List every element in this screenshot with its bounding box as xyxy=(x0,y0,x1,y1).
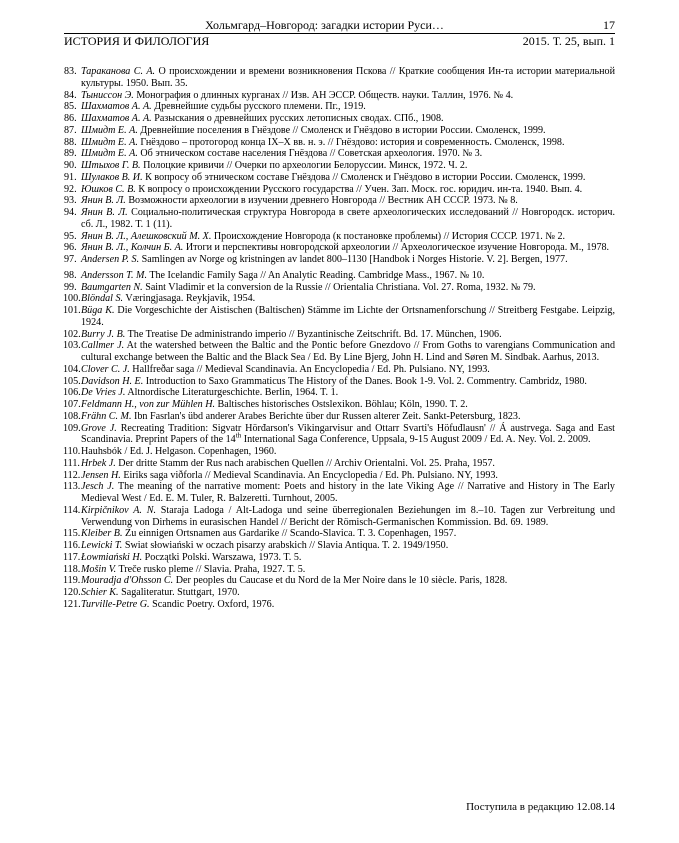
reference-item xyxy=(64,270,615,282)
reference-author: Andersson T. M. xyxy=(81,269,147,281)
reference-item xyxy=(64,446,615,458)
reference-number: 115. xyxy=(63,528,81,540)
reference-number: 111. xyxy=(63,457,80,469)
reference-author: Kirpičnikov A. N. xyxy=(81,504,157,516)
reference-text: Гнёздово – протогород конца IX–X вв. н. э. // Гнёздово: история и современность. Смоленск, 1998. xyxy=(137,136,565,148)
reference-text: At the watershed between the Baltic and the Pontic before Gnezdovo // From Goths to varengians Communication and cultural exchange between the Baltic and the Black Sea / Ed. By Line Bjerg, John H. Lind and Søren M. Sindbak. Aarhus, 2013. xyxy=(81,340,615,363)
reference-author: Шмидт Е. А. xyxy=(81,124,138,136)
reference-author: Шахматов А. А. xyxy=(81,101,152,113)
reference-author: Янин В. Л. xyxy=(81,207,128,218)
reference-text: Итоги и перспективы новгородской археологии // Археологическое изучение Новгорода. М., 1978. xyxy=(183,242,610,254)
reference-author: Шмидт Е. А. xyxy=(81,148,138,160)
reference-item xyxy=(64,470,615,482)
reference-text: К вопросу о происхождении Русского государства // Учен. Зап. Моск. гос. юридич. ин-та. 1940. Вып. 4. xyxy=(135,183,583,195)
reference-item xyxy=(64,329,615,341)
reference-text: Scandic Poetry. Oxford, 1976. xyxy=(149,598,275,610)
article-running-title: Хольмгард–Новгород: загадки истории Руси… xyxy=(205,18,444,32)
reference-text: Staraja Ladoga / Alt-Ladoga und seine überregionalen Beziehungen im 8.–10. Tagen zur Verbreitung und Verwendung von Dirhems in eurasischen Handel // Bericht der Römisch-Germanischen Kommission. Bd. 69. 1989. xyxy=(81,504,616,528)
reference-number: 119. xyxy=(63,575,81,587)
reference-item xyxy=(64,148,615,160)
reference-text: Происхождение Новгорода (к постановке проблемы) // История СССР. 1971. № 2. xyxy=(211,230,566,242)
reference-item xyxy=(64,242,615,254)
reference-text: Swiat słowiański w oczach pisarzy arabskich // Slavia Antiqua. T. 2. 1949/1950. xyxy=(122,540,449,551)
reference-number: 91. xyxy=(64,171,77,183)
reference-text: Древнейшие судьбы русского племени. Пг., 1919. xyxy=(151,101,366,113)
reference-author: Шулаков В. И. xyxy=(81,171,143,183)
journal-issue: 2015. Т. 25, вып. 1 xyxy=(522,34,615,48)
reference-number: 94. xyxy=(64,207,77,218)
reference-author: Mošin V. xyxy=(81,563,117,575)
reference-number: 105. xyxy=(63,375,81,387)
reference-number: 118. xyxy=(63,563,81,575)
received-date: Поступила в редакцию 12.08.14 xyxy=(466,801,615,813)
reference-number: 84. xyxy=(64,89,77,101)
reference-item xyxy=(64,411,615,423)
reference-number: 101. xyxy=(63,305,81,316)
reference-item xyxy=(64,564,615,576)
reference-number: 93. xyxy=(64,195,77,207)
reference-item xyxy=(64,340,615,364)
reference-author: Burry J. B. xyxy=(81,328,126,340)
reference-author: Baumgarten N. xyxy=(81,281,143,293)
reference-item xyxy=(64,423,615,447)
reference-text: О происхождении и времени возникновения Пскова // Краткие сообщения Ин-та истории материальной культуры. 1950. Вып. 35. xyxy=(81,66,615,89)
reference-number: 103. xyxy=(63,340,81,352)
reference-number: 114. xyxy=(63,504,81,516)
reference-text: Hallfreðar saga // Medieval Scandinavia. An Encyclopedia / Ed. Ph. Pulsiano. NY, 1993. xyxy=(129,363,490,375)
reference-text: Древнейшие поселения в Гнёздове // Смоленск и Гнёздово в истории России. Смоленск, 1999. xyxy=(137,124,546,136)
reference-author: Шахматов А. А. xyxy=(81,113,152,124)
reference-author: Feldmann H., von zur Mühlen H. xyxy=(81,399,216,410)
reference-author: Шмидт Е. А. xyxy=(81,136,138,148)
reference-text: Samlingen av Norge og kristningen av landet 800–1130 [Handbok i Norges Historie. V. 2]. Bergen, 1977. xyxy=(139,254,568,265)
reference-number: 107. xyxy=(63,399,81,410)
reference-number: 89. xyxy=(64,148,77,160)
reference-author: Mouradja d'Ohsson C. xyxy=(81,575,174,587)
reference-number: 110. xyxy=(63,446,81,457)
reference-text: The meaning of the narrative moment: Poets and history in the late Viking Age // Narrative and History in The Early Medieval West / Ed. E. M. Tuler, R. Balzeretti. Turnhout, 2005. xyxy=(81,481,615,504)
reference-number: 116. xyxy=(63,540,81,551)
page-number: 17 xyxy=(603,18,615,32)
reference-author: Davidson H. E. xyxy=(81,375,144,387)
reference-author: De Vries J. xyxy=(81,387,126,399)
reference-author: Callmer J. xyxy=(81,340,125,352)
reference-author: Янин В. Л., Алешковский М. Х. xyxy=(81,230,212,242)
reference-number: 95. xyxy=(64,230,77,242)
reference-text: Sagaliteratur. Stuttgart, 1970. xyxy=(118,587,240,598)
reference-item xyxy=(64,66,615,90)
reference-number: 102. xyxy=(63,328,81,340)
reference-author: Grove J. xyxy=(81,422,117,434)
reference-item xyxy=(64,160,615,172)
reference-text: Об этническом составе населения Гнёздова // Советская археология. 1970. № 3. xyxy=(137,148,483,160)
reference-text: Полоцкие кривичи // Очерки по археологии Белоруссии. Минск, 1972. Ч. 2. xyxy=(140,160,468,171)
reference-item xyxy=(64,364,615,376)
reference-author: Янин В. Л. xyxy=(81,195,126,207)
reference-author: Frähn C. M. xyxy=(81,410,132,422)
reference-author: Штыхов Г. В. xyxy=(81,160,141,171)
reference-author: Büga K. xyxy=(81,305,115,316)
reference-author: Тынисcон Э. xyxy=(81,89,134,101)
journal-section: ИСТОРИЯ И ФИЛОЛОГИЯ xyxy=(64,34,210,48)
reference-number: 83. xyxy=(64,66,77,77)
reference-item xyxy=(64,207,615,231)
reference-number: 120. xyxy=(63,587,81,598)
reference-number: 106. xyxy=(63,387,81,399)
reference-text: Baltisches historisches Ostslexikon. Böhlau; Köln, 1990. T. 2. xyxy=(215,399,468,410)
reference-text: Eiriks saga viðforla // Medieval Scandinavia. An Encyclopedia / Ed. Ph. Pulsiano. NY, 1993. xyxy=(120,469,498,481)
reference-number: 112. xyxy=(63,469,81,481)
reference-item xyxy=(64,90,615,102)
reference-text: Początki Polski. Warszawa, 1973. T. 5. xyxy=(142,551,302,563)
reference-number: 88. xyxy=(64,136,77,148)
reference-list xyxy=(64,66,615,611)
reference-number: 92. xyxy=(64,183,77,195)
reference-text: Saint Vladimir et la conversion de la Russie // Orientalia Christiana. Vol. 27. Roma, 1932. № 79. xyxy=(142,281,536,293)
reference-author: Lewicki T. xyxy=(81,540,123,551)
reference-author: Тараканова С. А. xyxy=(81,66,156,77)
reference-author: Hrbek J. xyxy=(81,457,116,469)
reference-superscript: th xyxy=(235,431,242,440)
reference-author: Turville-Petre G. xyxy=(81,598,150,610)
reference-number: 117. xyxy=(63,551,81,563)
reference-item xyxy=(64,552,615,564)
reference-item xyxy=(64,125,615,137)
reference-text: Возможности археологии в изучении древнего Новгорода // Вестник АН СССР. 1973. № 8. xyxy=(125,195,518,207)
reference-text: Væringjasaga. Reykjavik, 1954. xyxy=(123,293,256,305)
reference-item xyxy=(64,172,615,184)
reference-text: К вопросу об этническом составе Гнёздова // Смоленск и Гнёздово в истории России. Смоленск, 1999. xyxy=(142,171,586,183)
reference-author: Янин В. Л., Колчин Б. А. xyxy=(81,242,184,254)
reference-author: Clover C. J. xyxy=(81,363,130,375)
reference-item xyxy=(64,587,615,599)
reference-text: Der peoples du Caucase et du Nord de la Mer Noire dans le 10 siècle. Paris, 1828. xyxy=(173,575,508,587)
reference-item xyxy=(64,399,615,411)
reference-number: 97. xyxy=(64,254,77,265)
reference-number: 99. xyxy=(64,281,77,293)
reference-item xyxy=(64,113,615,125)
reference-item xyxy=(64,195,615,207)
reference-item xyxy=(64,184,615,196)
reference-item xyxy=(64,528,615,540)
reference-number: 113. xyxy=(63,481,81,493)
reference-item xyxy=(64,458,615,470)
reference-text: Социально-политическая структура Новгорода в свете археологических исследований // Новгородск. историч. сб. Л., 1982. Т. 1 (11). xyxy=(81,207,615,230)
reference-item xyxy=(64,293,615,305)
reference-item xyxy=(64,575,615,587)
reference-author: Kleiber B. xyxy=(81,528,123,540)
reference-number: 100. xyxy=(63,293,81,305)
reference-number: 108. xyxy=(63,410,81,422)
reference-number: 90. xyxy=(64,160,77,171)
reference-author: Jensen H. xyxy=(81,469,121,481)
reference-number: 87. xyxy=(64,124,77,136)
reference-item xyxy=(64,282,615,294)
reference-item xyxy=(64,387,615,399)
reference-item xyxy=(64,305,615,329)
reference-item xyxy=(64,254,615,266)
reference-author: Юшков С. В. xyxy=(81,183,136,195)
reference-text: Treče rusko pleme // Slavia. Praha, 1927. T. 5. xyxy=(116,563,306,575)
reference-item xyxy=(64,599,615,611)
reference-number: 85. xyxy=(64,101,77,113)
reference-text: Монография о длинных курганах // Изв. АН ЭССР. Обществ. науки. Таллин, 1976. № 4. xyxy=(133,89,514,101)
running-header xyxy=(64,18,615,48)
reference-number: 109. xyxy=(63,422,81,434)
reference-text: Der dritte Stamm der Rus nach arabischen Quellen // Archiv Orientalni. Vol. 25. Praha, 1957. xyxy=(115,457,495,469)
reference-text: Introduction to Saxo Grammaticus The History of the Danes. Book 1-9. Vol. 2. Commentry. Cambridz, 1980. xyxy=(143,375,587,387)
reference-author: Blöndal S. xyxy=(81,293,124,305)
reference-text: Zu einnigen Ortsnamen aus Gardarike // Scando-Slavica. T. 3. Copenhagen, 1957. xyxy=(122,528,457,540)
reference-item xyxy=(64,231,615,243)
reference-author: Schier K. xyxy=(81,587,119,598)
reference-author: Jesch J. xyxy=(81,481,115,493)
reference-number: 121. xyxy=(63,598,81,610)
reference-number: 86. xyxy=(64,113,77,124)
reference-text: Ibn Fasrlan's übd anderer Arabes Berichte über dur Russen alterer Zeit. Sankt-Petersburg, 1823. xyxy=(131,410,521,422)
reference-number: 96. xyxy=(64,242,77,254)
reference-author: Andersen P. S. xyxy=(81,254,140,265)
reference-text: Die Vorgeschichte der Aistischen (Baltischen) Stämme im Lichte der Ortsnamenforschung // Streitberg Festgabe. Leipzig, 1924. xyxy=(81,305,615,328)
reference-item xyxy=(64,540,615,552)
reference-text: The Treatise De administrando imperio // Byzantinische Zeitschrift. Bd. 17. München, 1906. xyxy=(125,328,502,340)
reference-item xyxy=(64,376,615,388)
reference-item xyxy=(64,505,615,529)
reference-text: Recreating Tradition: Sigvatr Hörđarson's Vikingarvisur and Ottarr Svarti's Höfuđlausn' // Á austrvega. Saga and East Scandinavia. Preprint Papers of the 14 xyxy=(81,422,615,446)
reference-text: International Saga Conference, Uppsala, 9-15 August 2009 / Ed. A. Ney. Vol. 2. 2009. xyxy=(241,434,591,446)
reference-text: Altnordische Literaturgeschichte. Berlin, 1964. T. 1. xyxy=(125,387,339,399)
reference-text: Hauhsbók / Ed. J. Helgason. Copenhagen, 1960. xyxy=(81,446,277,457)
reference-item xyxy=(64,481,615,505)
reference-item xyxy=(64,101,615,113)
reference-text: Разыскания о древнейших русских летописных сводах. СПб., 1908. xyxy=(151,113,444,124)
reference-text: The Icelandic Family Saga // An Analytic Reading. Cambridge Mass., 1967. № 10. xyxy=(146,269,485,281)
reference-author: Łowmiański H. xyxy=(81,551,143,563)
reference-number: 104. xyxy=(63,363,81,375)
reference-item xyxy=(64,137,615,149)
reference-number: 98. xyxy=(64,269,77,281)
